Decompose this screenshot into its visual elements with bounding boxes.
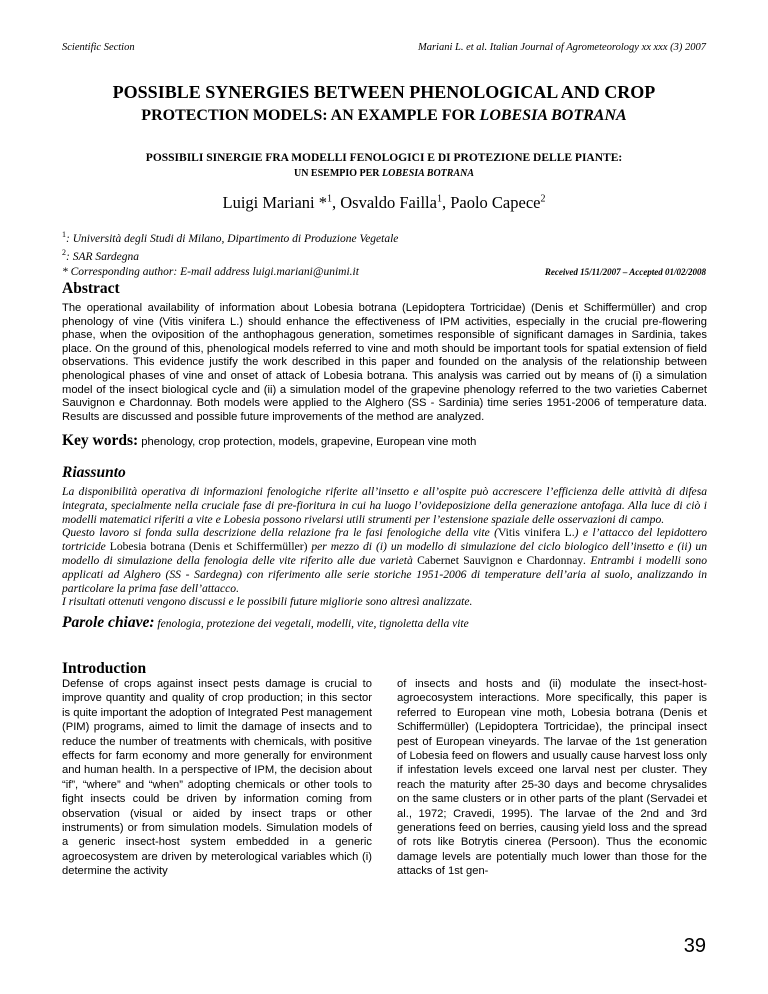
subtitle-line-1: POSSIBILI SINERGIE FRA MODELLI FENOLOGICI E DI PROTEZIONE DELLE PIANTE:	[145, 152, 623, 164]
affiliation-2	[62, 246, 706, 264]
affiliation-1-text: : Università degli Studi di Milano, Dipartimento di Produzione Vegetale	[66, 232, 399, 245]
journal-citation: Mariani L. et al. Italian Journal of Agrometeorology xx xxx (3) 2007	[417, 42, 706, 53]
keywords	[62, 432, 707, 450]
title-line-2	[0, 104, 768, 128]
riassunto-p2-d: Lobesia botrana (Denis et Schiffermüller)	[109, 540, 308, 554]
corresponding-author: * Corresponding author: E-mail address luigi.mariani@unimi.it	[62, 265, 359, 278]
author-list	[0, 193, 768, 213]
introduction-heading: Introduction	[62, 660, 147, 677]
paper-subtitle	[0, 150, 768, 182]
author-1: Luigi Mariani *	[222, 193, 327, 212]
riassunto-p2-e: per mezzo di (i) un modello di simulazione del ciclo biologico dell’insetto e (ii) un modello di simulazione della fenologia delle vite riferito alle due varietà	[62, 540, 707, 567]
affiliation-1-mark: 1	[62, 230, 66, 239]
abstract-heading: Abstract	[62, 280, 120, 297]
riassunto-p2-f: Cabernet Sauvignon e Chardonnay	[417, 553, 584, 567]
running-header	[62, 42, 706, 56]
author-3: , Paolo Capece	[441, 193, 541, 212]
riassunto-p2-b: Vitis vinifera L.	[497, 526, 575, 540]
author-1-affil: 1	[327, 193, 332, 205]
title-line-1: POSSIBLE SYNERGIES BETWEEN PHENOLOGICAL AND CROP	[112, 82, 656, 102]
affiliation-1	[62, 228, 706, 246]
riassunto-p2-g: . Entrambi i modelli sono applicati ad Alghero (SS - Sardegna) con riferimento alle serie storiche 1951-2006 di temperature dell’aria al suolo, analizzando in particolare la prima fase dell’attacco.	[62, 553, 707, 595]
introduction-right-column: of insects and hosts and (ii) modulate the insect-host-agroecosystem interactions. More specifically, this paper is referred to European vine moth, Lobesia botrana (Denis et Schiffermüller) (Lepidoptera Tortricidae), the principal insect pest of European vineyards. The larvae of the 1st generation of Lobesia feed on flowers and usually cause harvest loss only if infestation levels exceed one larval nest per cluster. They reach the maturity after 25-30 days and become chrysalides on the same clusters or in other parts of the plant (Servadei et al., 1972; Cravedi, 1995). The larvae of the 2nd and 3rd generations feed on berries, causing yield loss and the spread of rots like Botrytis cinerea (Persoon). Thus the economic damage levels are potentially much lower than those for the attacks of 1st gen-	[397, 678, 707, 878]
riassunto-paragraph-3: I risultati ottenuti vengono discussi e le possibili future migliorie sono altresì analizzate.	[62, 595, 473, 609]
title-line-2-text: PROTECTION MODELS: AN EXAMPLE FOR	[141, 107, 480, 124]
subtitle-species: LOBESIA BOTRANA	[382, 168, 475, 179]
parole-chiave-text: fenologia, protezione dei vegetali, modelli, vite, tignoletta della vite	[154, 618, 469, 630]
keywords-text: phenology, crop protection, models, grapevine, European vine moth	[138, 436, 477, 448]
parole-chiave	[62, 614, 707, 632]
abstract-text: The operational availability of information about Lobesia botrana (Lepidoptera Tortricidae) (Denis et Schiffermüller) and crop phenology of vine (Vitis vinifera L.) should enhance the effectiveness of IPM activities, especially in the crucial pre-flowering phase, when the oviposition of the anthophagous generation, sometimes responsible of significant damages in Sardinia, takes place. On the ground of this, phenological models referred to vine and moth should be important tools for spatial extension of field observations. This evidence justify the work described in this paper and founded on the analysis of the relationship between phenological phases of vine and onset of attack of Lobesia botrana. This analysis was carried out by means of (i) a simulation model of the insect biological cycle and (ii) a simulation model of the grapevine phenology referred to the two varieties Cabernet Sauvignon e Chardonnay. Both models were applied to the Alghero (SS - Sardinia) time series 1951-2006 of temperature data. Results are discussed and possible future improvements of the method are analyzed.	[62, 302, 707, 423]
author-2: , Osvaldo Failla	[332, 193, 437, 212]
author-3-affil: 2	[540, 193, 546, 205]
author-2-affil: 1	[436, 193, 442, 205]
riassunto-paragraph-2	[62, 526, 707, 595]
parole-chiave-label: Parole chiave:	[62, 614, 155, 631]
keywords-label: Key words:	[62, 432, 139, 449]
affiliation-2-mark: 2	[62, 248, 66, 258]
title-species: LOBESIA BOTRANA	[479, 107, 627, 124]
subtitle-line-2-text: UN ESEMPIO PER	[293, 168, 383, 179]
introduction-left-column: Defense of crops against insect pests damage is crucial to improve quantity and quality of crop production; in this sector is quite important the adoption of Integrated Pest management (PIM) programs, aimed to limit the damage of insects and to reduce the number of treatments with chemicals, with positive effects for farm economy and more generally for environment and human health. In a perspective of IPM, the decision about “if”, “where” and “when” adopting chemicals or other tools to fight insects could be driven by information coming from observation (visual or aided by insect traps or other instruments) or from simulation models. Simulation models of a generic insect-host system embedded in a generic agroecosystem are driven by meterological variables which (i) determine the activity	[62, 678, 372, 878]
subtitle-line-2	[0, 166, 768, 182]
received-dates: Received 15/11/2007 – Accepted 01/02/2008	[544, 267, 706, 277]
riassunto-paragraph-1: La disponibilità operativa di informazioni fenologiche riferite all’insetto e all’ospite può accrescere l’efficienza delle attività di difesa integrata, specialmente nella cruciale fase di pre-fioritura in cui ha luogo l’ovideposizione della generazione antofaga. Alla luce di ciò i modelli matematici riferiti a vite e Lobesia possono rivelarsi utili strumenti per l’estensione spaziale delle osservazioni di campo.	[62, 485, 707, 526]
paper-title	[0, 80, 768, 128]
riassunto-p2-a: Questo lavoro si fonda sulla descrizione della relazione fra le fasi fenologiche della vite (	[62, 526, 498, 540]
riassunto-heading: Riassunto	[62, 464, 126, 481]
affiliation-2-text: : SAR Sardegna	[66, 251, 140, 264]
page-number: 39	[683, 935, 706, 957]
section-label: Scientific Section	[62, 42, 135, 53]
riassunto-text	[62, 485, 707, 609]
riassunto-p2-c: ) e l’attacco del lepidottero tortricide	[62, 526, 708, 554]
